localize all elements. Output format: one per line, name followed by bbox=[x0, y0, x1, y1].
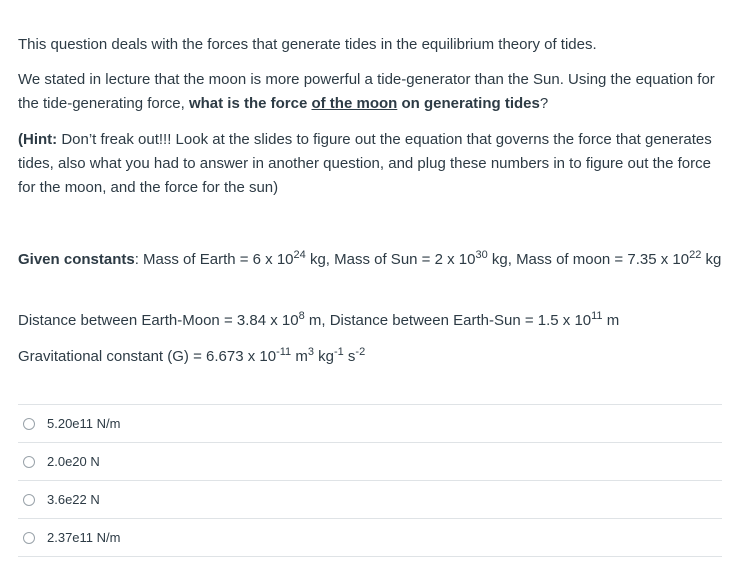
prompt-question-mark: ? bbox=[539, 95, 549, 112]
exponent: 22 bbox=[689, 249, 702, 261]
answer-label: 3.6e22 N bbox=[47, 492, 100, 507]
radio-button[interactable] bbox=[23, 418, 35, 430]
answer-label: 2.37e11 N/m bbox=[47, 530, 121, 545]
distances bbox=[18, 309, 722, 333]
radio-button[interactable] bbox=[23, 532, 35, 544]
hint-label: Hint: bbox=[23, 131, 58, 148]
radio-button[interactable] bbox=[23, 494, 35, 506]
exponent: 24 bbox=[293, 249, 306, 261]
prompt-bold-end: on generating tides bbox=[397, 95, 540, 112]
g-text: m bbox=[291, 348, 308, 365]
prompt-bold: what is the force bbox=[188, 95, 312, 112]
g-text: s bbox=[343, 348, 356, 365]
constants-label: Given constants bbox=[18, 251, 135, 268]
question-intro: This question deals with the forces that generate tides in the equilibrium theory of tides. bbox=[18, 36, 597, 53]
answer-label: 2.0e20 N bbox=[47, 454, 100, 469]
prompt-text: We stated in lecture that the moon is more powerful a tide-generator than the Sun. Using the equation for the tide-generating force, bbox=[18, 71, 715, 112]
constant-text: kg bbox=[701, 251, 722, 268]
constant-text: kg, Mass of Sun = 2 x 10 bbox=[305, 251, 476, 268]
gravitational-constant bbox=[18, 345, 722, 369]
radio-button[interactable] bbox=[23, 456, 35, 468]
exponent: 30 bbox=[475, 249, 488, 261]
hint-text: Don’t freak out!!! Look at the slides to figure out the equation that governs the force that generates tides, also what you had to answer in another question, and plug these numbers in to figure out the force for the moon, and the force for the sun) bbox=[18, 131, 712, 196]
question-hint bbox=[18, 128, 722, 200]
given-constants bbox=[18, 248, 722, 272]
constant-text: kg, Mass of moon = 7.35 x 10 bbox=[487, 251, 690, 268]
distance-text: m bbox=[602, 312, 620, 329]
answer-label: 5.20e11 N/m bbox=[47, 416, 121, 431]
prompt-underlined: of the moon bbox=[311, 95, 398, 112]
g-text: kg bbox=[313, 348, 334, 365]
distance-text: Distance between Earth-Moon = 3.84 x 10 bbox=[18, 312, 299, 329]
answer-list bbox=[18, 404, 722, 557]
exponent: 8 bbox=[298, 310, 305, 322]
answer-option-4[interactable] bbox=[18, 518, 722, 557]
g-text: Gravitational constant (G) = 6.673 x 10 bbox=[18, 348, 277, 365]
exponent: -11 bbox=[276, 346, 292, 358]
answer-option-1[interactable] bbox=[18, 404, 722, 442]
constant-text: : Mass of Earth = 6 x 10 bbox=[134, 251, 294, 268]
exponent: -1 bbox=[333, 346, 344, 358]
exponent: 3 bbox=[307, 346, 314, 358]
exponent: 11 bbox=[591, 310, 603, 322]
exponent: -2 bbox=[355, 346, 366, 358]
hint-paren: ( bbox=[18, 131, 23, 148]
answer-option-3[interactable] bbox=[18, 480, 722, 518]
distance-text: m, Distance between Earth-Sun = 1.5 x 10 bbox=[304, 312, 592, 329]
question-prompt bbox=[18, 68, 722, 116]
answer-option-2[interactable] bbox=[18, 442, 722, 480]
